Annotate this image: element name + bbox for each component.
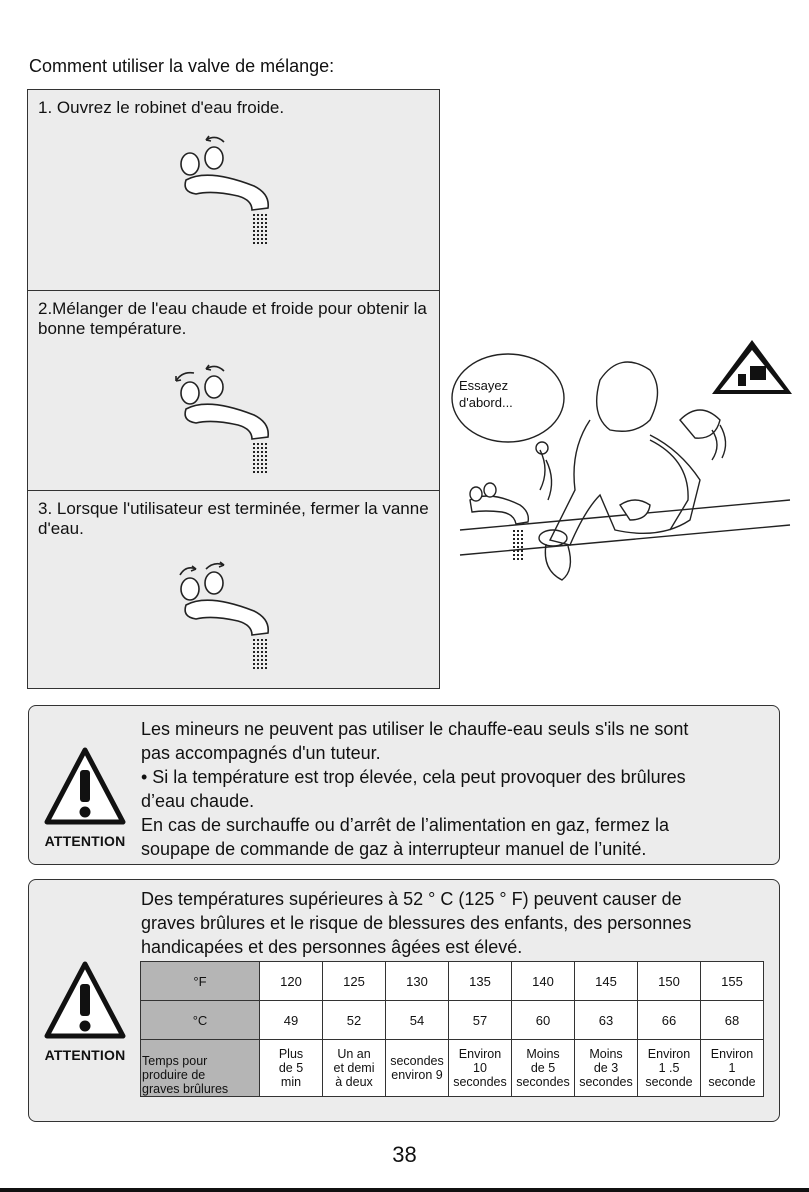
warning-line: Des températures supérieures à 52 ° C (125 ° F) peuvent causer de [141, 889, 682, 909]
page-heading: Comment utiliser la valve de mélange: [29, 56, 335, 76]
celsius-cell: 52 [323, 1001, 386, 1040]
burn-time-cell [323, 1040, 386, 1097]
warning-minors-text [141, 717, 688, 861]
warning-line: pas accompagnés d'un tuteur. [141, 743, 381, 763]
fahrenheit-header: °F [141, 962, 260, 1001]
fahrenheit-cell: 145 [575, 962, 638, 1001]
burn-time-line: secondes [579, 1075, 633, 1089]
warning-line: Les mineurs ne peuvent pas utiliser le chauffe-eau seuls s'ils ne sont [141, 719, 689, 739]
fahrenheit-cell: 140 [512, 962, 575, 1001]
page-number: 38 [392, 1142, 417, 1167]
burn-time-line: de 5 [530, 1061, 556, 1075]
fahrenheit-cell: 130 [386, 962, 449, 1001]
burn-time-line: Un an [337, 1047, 371, 1061]
burn-time-line: Moins [589, 1047, 623, 1061]
step-1 [28, 90, 439, 290]
warning-line: d’eau chaude. [141, 791, 255, 811]
warning-line: handicapées et des personnes âgées est élevé. [141, 937, 523, 957]
attention-block [35, 960, 135, 1063]
burn-time-line: et demi [333, 1061, 375, 1075]
bubble-text-line1: Essayez [459, 378, 509, 393]
burn-time-line: 1 .5 [658, 1061, 680, 1075]
burn-time-line: de 5 [278, 1061, 304, 1075]
warning-line: En cas de surchauffe ou d’arrêt de l’alimentation en gaz, fermez la [141, 815, 669, 835]
celsius-cell: 66 [638, 1001, 701, 1040]
warning-box-temperature [28, 879, 780, 1122]
step-3 [28, 490, 439, 688]
burn-time-line: Environ [458, 1047, 502, 1061]
bottom-rule [0, 1188, 809, 1192]
woman-testing-water-illustration [450, 330, 800, 600]
celsius-cell: 57 [449, 1001, 512, 1040]
warning-temperature-text [141, 887, 691, 959]
bubble-text-line2: d'abord... [459, 395, 513, 410]
celsius-cell: 49 [260, 1001, 323, 1040]
warning-triangle-icon [43, 746, 127, 826]
faucet-mix-icon [168, 363, 278, 483]
burn-time-line: Moins [526, 1047, 560, 1061]
burn-time-line: Environ [647, 1047, 691, 1061]
celsius-row [141, 1001, 764, 1040]
burn-time-line: seconde [708, 1075, 756, 1089]
burn-time-cell [701, 1040, 764, 1097]
attention-label: ATTENTION [44, 1047, 126, 1063]
burn-time-line: à deux [335, 1075, 373, 1089]
burn-time-cell [575, 1040, 638, 1097]
fahrenheit-cell: 150 [638, 962, 701, 1001]
burn-time-line: Environ [710, 1047, 754, 1061]
celsius-cell: 68 [701, 1001, 764, 1040]
burn-time-header-line: produire de [142, 1068, 206, 1082]
step-2-text: 2.Mélanger de l'eau chaude et froide pour obtenir la bonne température. [38, 299, 427, 338]
burn-time-header-line: graves brûlures [142, 1082, 229, 1096]
step-2 [28, 290, 439, 490]
steps-panel [27, 89, 440, 689]
burn-time-line: min [280, 1075, 302, 1089]
burn-time-cell [260, 1040, 323, 1097]
burn-time-header-line: Temps pour [142, 1054, 208, 1068]
burn-time-line: secondes [390, 1054, 444, 1068]
burn-time-cell [512, 1040, 575, 1097]
celsius-header: °C [141, 1001, 260, 1040]
warning-line: graves brûlures et le risque de blessures des enfants, des personnes [141, 913, 692, 933]
celsius-cell: 63 [575, 1001, 638, 1040]
fahrenheit-cell: 135 [449, 962, 512, 1001]
burn-time-line: secondes [453, 1075, 507, 1089]
fahrenheit-cell: 155 [701, 962, 764, 1001]
warning-triangle-icon [43, 960, 127, 1040]
fahrenheit-cell: 120 [260, 962, 323, 1001]
burn-time-cell [386, 1040, 449, 1097]
burn-time-table [140, 961, 764, 1097]
faucet-cold-open-icon [168, 134, 278, 254]
burn-time-line: 1 [728, 1061, 736, 1075]
burn-time-line: de 3 [593, 1061, 619, 1075]
warning-box-minors [28, 705, 780, 865]
attention-label: ATTENTION [44, 833, 126, 849]
faucet-close-icon [168, 559, 278, 679]
burn-time-line: Plus [278, 1047, 304, 1061]
burn-time-cell [449, 1040, 512, 1097]
burn-time-row [141, 1040, 764, 1097]
warning-line: soupape de commande de gaz à interrupteur manuel de l’unité. [141, 839, 647, 859]
step-3-text: 3. Lorsque l'utilisateur est terminée, fermer la vanne d'eau. [38, 499, 429, 538]
burn-time-line: seconde [645, 1075, 693, 1089]
attention-block [35, 746, 135, 849]
celsius-cell: 60 [512, 1001, 575, 1040]
burn-time-cell [638, 1040, 701, 1097]
burn-time-line: secondes [516, 1075, 570, 1089]
burn-time-line: 10 [473, 1061, 487, 1075]
celsius-cell: 54 [386, 1001, 449, 1040]
warning-line: • Si la température est trop élevée, cela peut provoquer des brûlures [141, 767, 686, 787]
step-1-text: 1. Ouvrez le robinet d'eau froide. [38, 98, 285, 117]
fahrenheit-cell: 125 [323, 962, 386, 1001]
fahrenheit-row [141, 962, 764, 1001]
burn-time-line: environ 9 [391, 1068, 443, 1082]
burn-time-header [141, 1040, 260, 1097]
